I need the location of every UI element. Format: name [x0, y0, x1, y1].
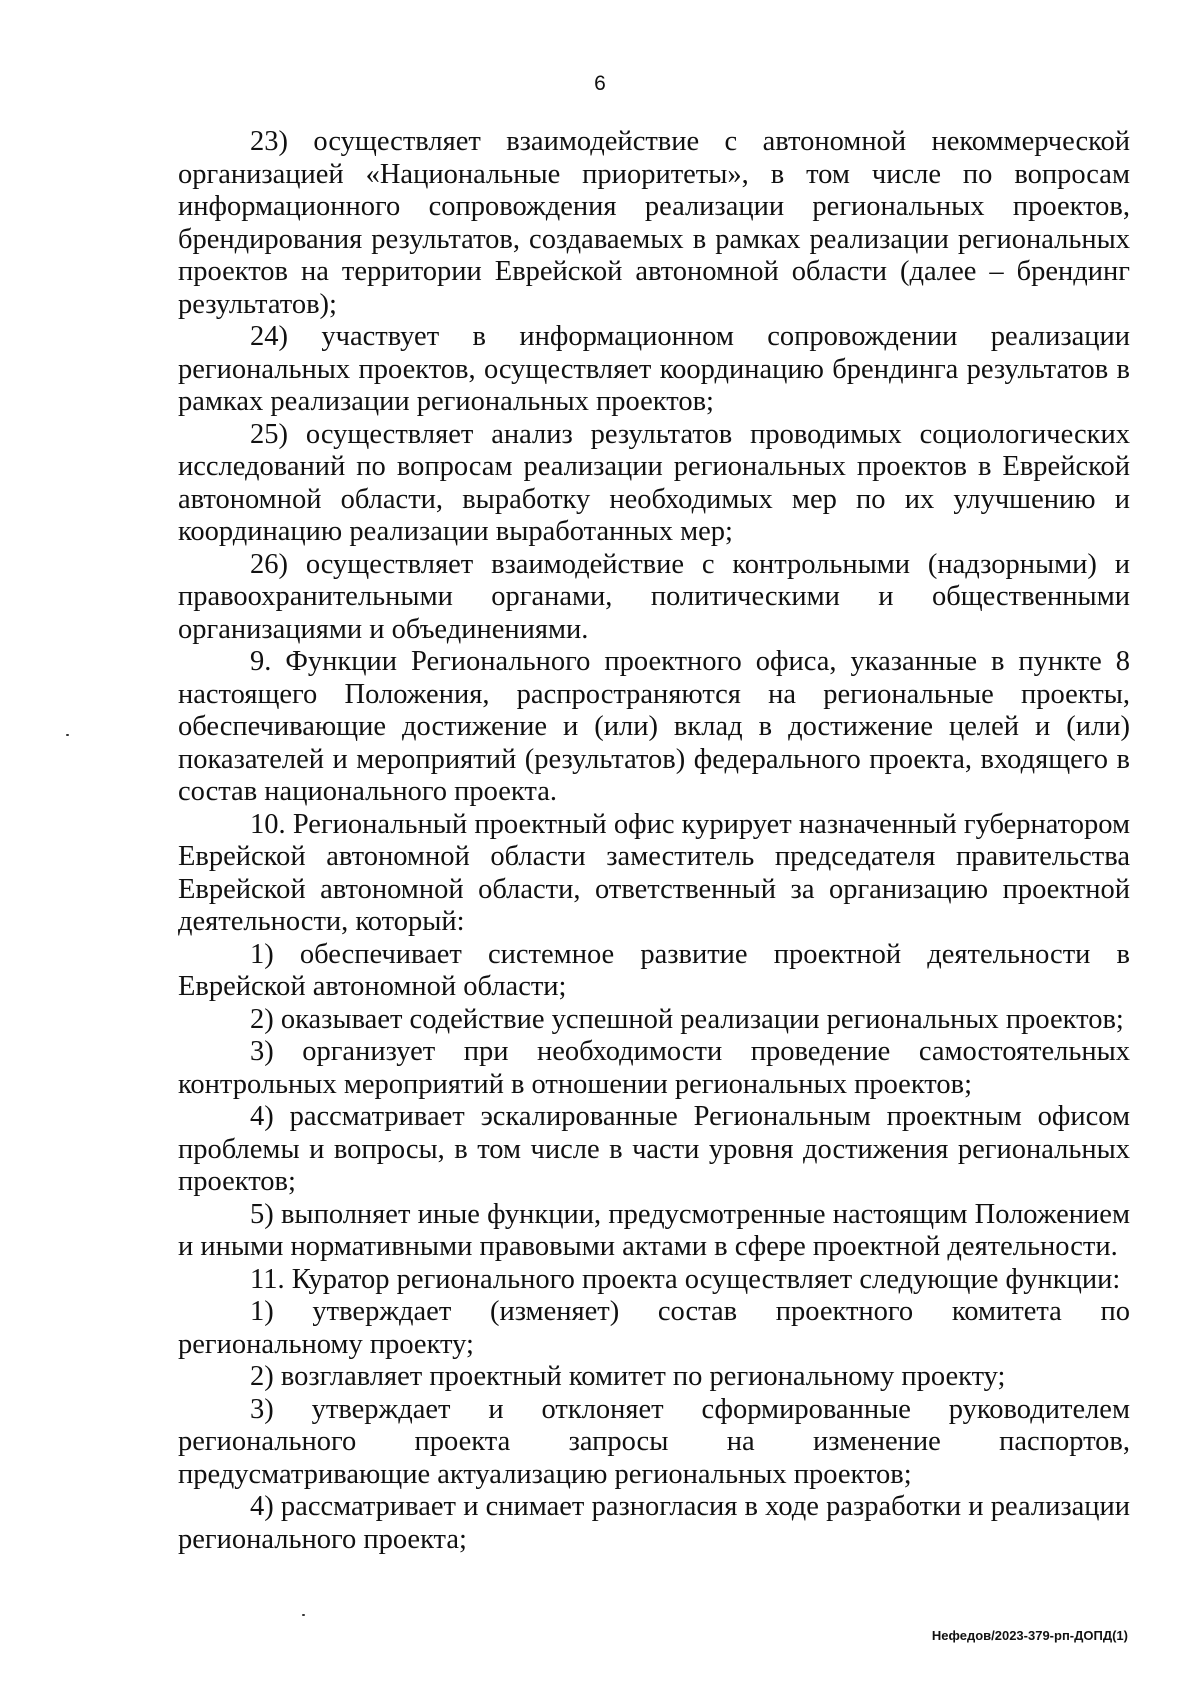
paragraph-clause-11-item-4: 4) рассматривает и снимает разногласия в ходе разработки и реализации регионального проекта;: [178, 1491, 1130, 1555]
paragraph-clause-10-item-5: 5) выполняет иные функции, предусмотренные настоящим Положением и иными нормативными правовыми актами в сфере проектной деятельности.: [178, 1198, 1130, 1262]
paragraph-clause-11-item-2: 2) возглавляет проектный комитет по региональному проекту;: [250, 1361, 1006, 1392]
paragraph-clause-11-item-1: 1) утверждает (изменяет) состав проектного комитета по региональному проекту;: [178, 1296, 1130, 1360]
scan-speck: [302, 1614, 305, 1616]
paragraph-clause-9: 9. Функции Регионального проектного офиса, указанные в пункте 8 настоящего Положения, распространяются на региональные проекты, обеспечивающие достижение и (или) вклад в достижение целей и (или) показателей и мероприятий (результатов) федерального проекта, входящего в состав национального проекта.: [178, 646, 1130, 807]
paragraph-clause-10-item-2: 2) оказывает содействие успешной реализации региональных проектов;: [250, 1003, 1124, 1035]
paragraph-clause-11: 11. Куратор регионального проекта осуществляет следующие функции:: [250, 1263, 1121, 1295]
paragraph-clause-10-item-3: 3) организует при необходимости проведение самостоятельных контрольных мероприятий в отношении региональных проектов;: [178, 1036, 1130, 1100]
footer-document-code: Нефедов/2023-379-рп-ДОПД(1): [931, 1628, 1128, 1643]
paragraph-clause-10-item-1: 1) обеспечивает системное развитие проектной деятельности в Еврейской автономной области;: [178, 938, 1130, 1002]
paragraph-clause-11-item-3: 3) утверждает и отклоняет сформированные руководителем регионального проекта запросы на изменение паспортов, предусматривающие актуализацию региональных проектов;: [178, 1393, 1130, 1490]
paragraph-clause-10: 10. Региональный проектный офис курирует назначенный губернатором Еврейской автономной области заместитель председателя правительства Еврейской автономной области, ответственный за организацию проектной деятельности, который:: [178, 808, 1130, 937]
paragraph-clause-10-item-4: 4) рассматривает эскалированные Региональным проектным офисом проблемы и вопросы, в том числе в части уровня достижения региональных проектов;: [178, 1101, 1130, 1197]
scan-speck: [66, 734, 69, 736]
document-body: [178, 126, 1130, 1556]
paragraph-item-24: 24) участвует в информационном сопровождении реализации региональных проектов, осуществляет координацию брендинга результатов в рамках реализации региональных проектов;: [178, 321, 1130, 417]
page-number: 6: [594, 72, 606, 95]
paragraph-item-23: 23) осуществляет взаимодействие с автономной некоммерческой организацией «Национальные приоритеты», в том числе по вопросам информационного сопровождения реализации региональных проектов, брендирования результатов, создаваемых в рамках реализации региональных проектов на территории Еврейской автономной области (далее – брендинг результатов);: [178, 126, 1130, 320]
paragraph-item-25: 25) осуществляет анализ результатов проводимых социологических исследований по вопросам реализации региональных проектов в Еврейской автономной области, выработку необходимых мер по их улучшению и координацию реализации выработанных мер;: [178, 418, 1130, 547]
paragraph-item-26: 26) осуществляет взаимодействие с контрольными (надзорными) и правоохранительными органами, политическими и общественными организациями и объединениями.: [178, 548, 1130, 645]
